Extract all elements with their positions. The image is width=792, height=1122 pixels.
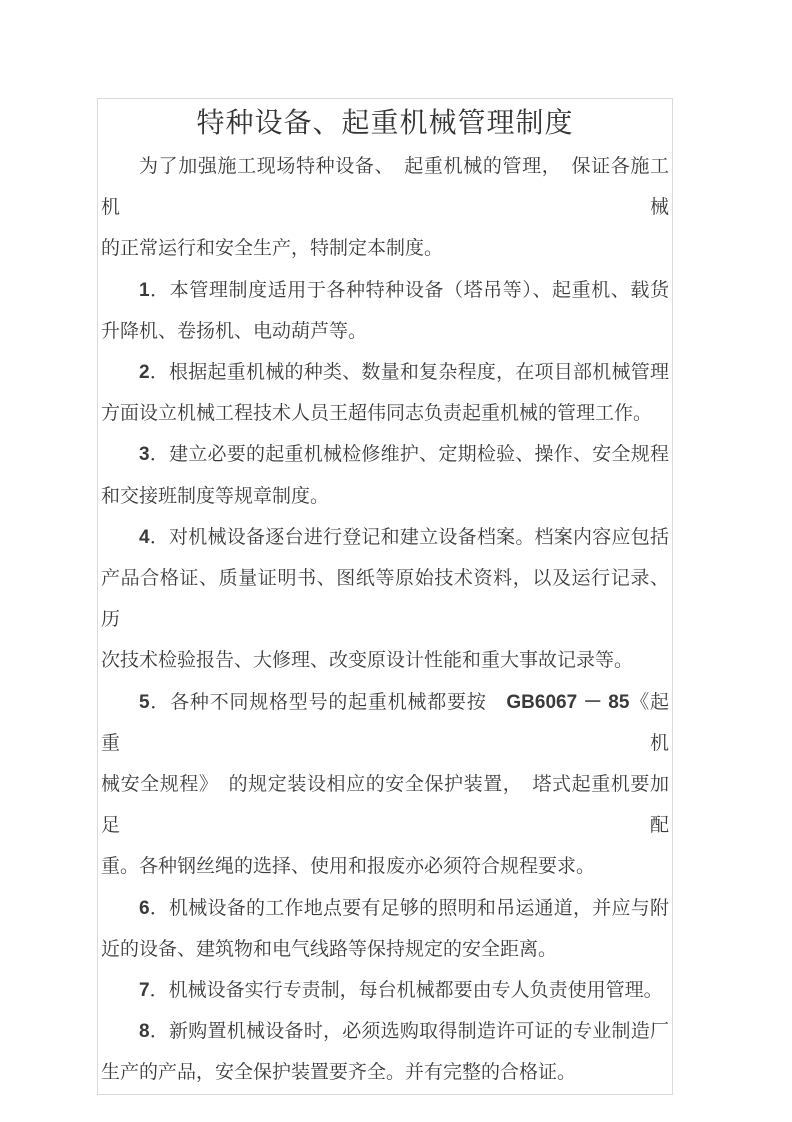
line-text: ．新购置机械设备时，必须选购取得制造许可证的专业制造厂 (149, 1021, 669, 1043)
line-text: ．建立必要的起重机械检修维护、定期检验、操作、安全规程 (149, 444, 669, 466)
document-page (97, 98, 673, 1095)
text-line (101, 888, 669, 929)
paragraph-item-2 (101, 352, 669, 434)
item-number: 1 (139, 279, 150, 301)
text-line: 生产的产品，安全保护装置要齐全。并有完整的合格证。 (101, 1062, 577, 1084)
text-line: 产品合格证、质量证明书、图纸等原始技术资料，以及运行记录、历 (101, 568, 669, 631)
paragraph-item-4 (101, 517, 669, 682)
paragraph-item-8 (101, 1011, 669, 1093)
line-text: ．本管理制度适用于各种特种设备（塔吊等）、起重机、载货 (149, 279, 669, 301)
text-line (101, 970, 669, 1011)
item-number: 5 (139, 691, 150, 713)
text-line (101, 434, 669, 475)
paragraph-intro (101, 146, 669, 270)
standard-code: GB6067 － 85 (506, 691, 630, 713)
text-line: 为了加强施工现场特种设备、 起重机械的管理， 保证各施工机械 (101, 156, 669, 219)
text-line (101, 270, 669, 311)
line-text: ．机械设备的工作地点要有足够的照明和吊运通道，并应与附 (149, 897, 669, 919)
item-number: 6 (139, 897, 150, 919)
paragraph-item-3 (101, 434, 669, 516)
line-text: ．机械设备实行专责制，每台机械都要由专人负责使用管理。 (149, 980, 663, 1002)
item-number: 3 (139, 444, 150, 466)
text-line (101, 352, 669, 393)
text-line: 近的设备、建筑物和电气线路等保持规定的安全距离。 (101, 938, 558, 960)
item-number: 8 (139, 1021, 150, 1043)
page-title: 特种设备、起重机械管理制度 (196, 108, 574, 139)
paragraph-item-6 (101, 888, 669, 970)
item-number: 2 (139, 362, 150, 384)
text-line (101, 517, 669, 558)
line-text: ．各种不同规格型号的起重机械都要按 (149, 691, 507, 713)
text-line: 和交接班制度等规章制度。 (101, 485, 330, 507)
text-line: 械安全规程》 的规定装设相应的安全保护装置， 塔式起重机要加足配 (101, 774, 669, 837)
text-line (101, 1011, 669, 1052)
text-line: 方面设立机械工程技术人员王超伟同志负责起重机械的管理工作。 (101, 403, 653, 425)
text-line: 升降机、卷扬机、电动葫芦等。 (101, 320, 368, 342)
document-body (101, 146, 669, 1094)
item-number: 7 (139, 980, 150, 1002)
paragraph-item-7 (101, 970, 669, 1011)
paragraph-item-1 (101, 270, 669, 352)
line-text: ．根据起重机械的种类、数量和复杂程度，在项目部机械管理 (149, 362, 669, 384)
text-line: 的正常运行和安全生产，特制定本制度。 (101, 238, 444, 260)
paragraph-item-5 (101, 682, 669, 888)
item-number: 4 (139, 526, 150, 548)
text-line: 重。各种钢丝绳的选择、使用和报废亦必须符合规程要求。 (101, 856, 596, 878)
line-text: ．对机械设备逐台进行登记和建立设备档案。档案内容应包括 (149, 526, 669, 548)
line-text: 《起重机 (101, 691, 669, 754)
text-line: 次技术检验报告、大修理、改变原设计性能和重大事故记录等。 (101, 650, 634, 672)
text-line (101, 682, 669, 764)
